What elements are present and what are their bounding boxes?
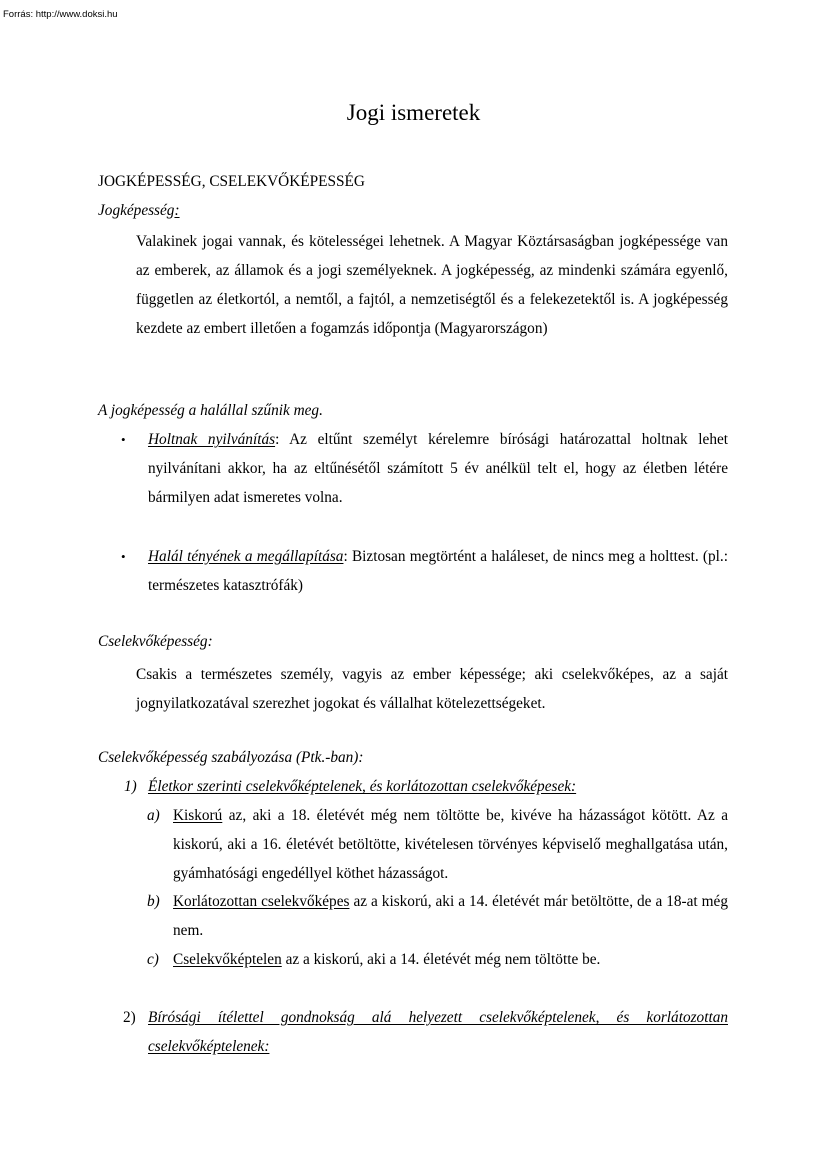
source-note: Forrás: http://www.doksi.hu xyxy=(3,9,118,20)
sub-item-term: Kiskorú xyxy=(173,807,223,824)
bullet-item-holtnak xyxy=(148,425,728,512)
ends-heading: A jogképesség a halállal szűnik meg. xyxy=(98,402,323,419)
cselekvokepesseg-paragraph: Csakis a természetes személy, vagyis az ember képessége; aki cselekvőképes, az a saját jognyilatkozatával szerezhet jogokat és vállalhat kötelezettségeket. xyxy=(136,666,728,712)
cselekvokepesseg-label: Cselekvőképesség: xyxy=(98,633,213,650)
page-title: Jogi ismeretek xyxy=(346,100,481,125)
bullet-term: Halál tényének a megállapítása xyxy=(148,548,344,565)
sub-item-korlatozottan xyxy=(173,887,728,945)
sub-item-text: az a kiskorú, aki a 14. életévét már betöltötte, de a 18-at még nem. xyxy=(173,893,729,939)
list-heading: Életkor szerinti cselekvőképtelenek, és korlátozottan cselekvőképesek: xyxy=(148,778,577,795)
sub-item-letter: c) xyxy=(147,951,159,968)
bullet-text: : Biztosan megtörtént a haláleset, de nincs meg a holttest. (pl.: természetes katasztrófák) xyxy=(148,548,729,594)
jogkepesseg-paragraph: Valakinek jogai vannak, és kötelességei lehetnek. A Magyar Köztársaságban jogképessége van az emberek, az államok és a jogi személyeknek. A jogképesség, az mindenki számára egyenlő, független az életkortól, a nemtől, a fajtól, a nemzetiségtől és a felekezetektől is. A jogképesség kezdete az embert illetően a fogamzás időpontja (Magyarországon) xyxy=(136,233,728,337)
jogkepesseg-label-text: Jogképesség xyxy=(98,202,175,219)
bullet-icon: • xyxy=(121,549,126,564)
list-heading: Bírósági ítélettel gondnokság alá helyezett cselekvőképtelenek, és korlátozottan cselekvőképtelenek: xyxy=(148,1009,728,1055)
jogkepesseg-label-colon: : xyxy=(174,202,180,219)
sub-item-kiskoru xyxy=(173,801,728,888)
sub-item-term: Korlátozottan cselekvőképes xyxy=(173,893,350,910)
bullet-text: : Az eltűnt személyt kérelemre bírósági határozattal holtnak lehet nyilvánítani akkor, ha az eltűnésétől számított 5 év anélkül telt el, hogy az életben létére bármilyen adat ismeretes volna. xyxy=(148,431,729,506)
sub-item-letter: a) xyxy=(147,807,160,824)
section-heading: JOGKÉPESSÉG, CSELEKVŐKÉPESSÉG xyxy=(98,173,365,190)
bullet-item-halal xyxy=(148,542,728,600)
bullet-term: Holtnak nyilvánítás xyxy=(148,431,276,448)
list-number: 2) xyxy=(123,1009,136,1026)
list-number: 1) xyxy=(124,778,137,795)
sub-item-text: az, aki a 18. életévét még nem töltötte be, kivéve ha házasságot kötött. Az a kiskorú, aki a 16. életévét betöltötte, kivételesen törvényes képviselő meghallgatása után, gyámhatósági engedéllyel köthet házasságot. xyxy=(173,807,728,882)
bullet-icon: • xyxy=(121,432,126,447)
rules-heading: Cselekvőképesség szabályozása (Ptk.-ban): xyxy=(98,749,364,766)
sub-item-letter: b) xyxy=(147,893,160,910)
sub-item-text: az a kiskorú, aki a 14. életévét még nem töltötte be. xyxy=(281,951,601,968)
jogkepesseg-label xyxy=(98,201,180,221)
sub-item-term: Cselekvőképtelen xyxy=(173,951,282,968)
sub-item-cselekvokeptelen xyxy=(173,945,728,974)
